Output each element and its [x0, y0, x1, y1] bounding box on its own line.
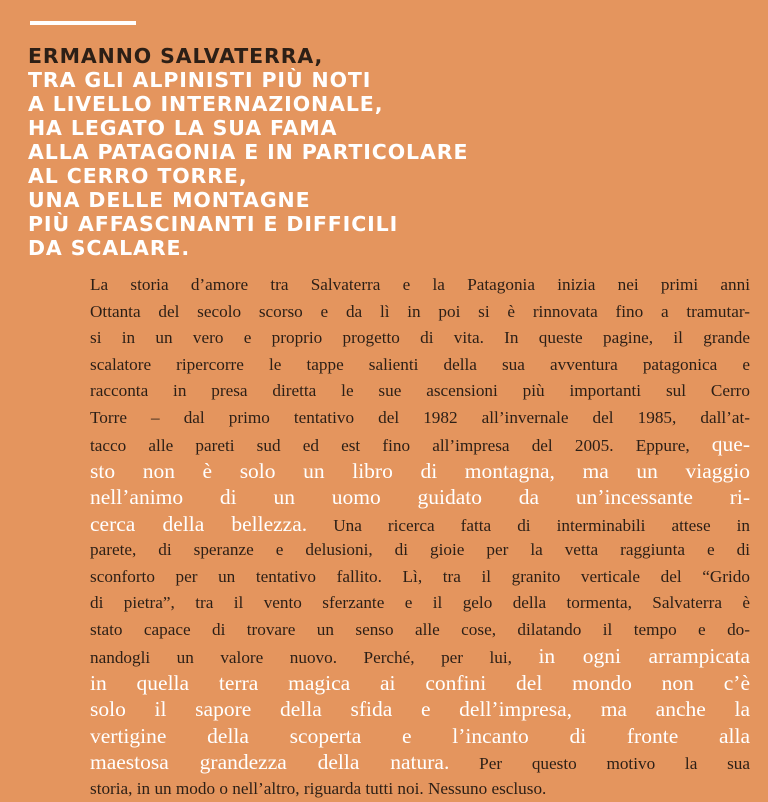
body-line: scalatore ripercorre le tappe salienti della sua avventura patagonica e: [90, 352, 750, 379]
highlight-text: que-: [712, 432, 750, 456]
headline-line: HA LEGATO LA SUA FAMA: [28, 116, 748, 140]
body-line: Torre – dal primo tentativo del 1982 all’invernale del 1985, dall’at-: [90, 405, 750, 432]
body-line: racconta in presa diretta le sue ascensioni più importanti sul Cerro: [90, 378, 750, 405]
highlight-text: maestosa grandezza della natura.: [90, 750, 449, 774]
body-text: Per questo motivo la sua: [479, 754, 750, 773]
body-line: stato capace di trovare un senso alle cose, dilatando il tempo e do-: [90, 617, 750, 644]
highlight-text: in ogni arrampicata: [538, 644, 750, 668]
headline-line: AL CERRO TORRE,: [28, 164, 748, 188]
body-text: Una ricerca fatta di interminabili attese in: [333, 516, 750, 535]
body-line: si in un vero e proprio progetto di vita. In queste pagine, il grande: [90, 325, 750, 352]
highlight-line: solo il sapore della sfida e dell’impresa, ma anche la: [90, 696, 750, 723]
highlight-text: cerca della bellezza.: [90, 512, 307, 536]
body-line: Ottanta del secolo scorso e da lì in poi si è rinnovata fino a tramutar-: [90, 299, 750, 326]
body-text: nandogli un valore nuovo. Perché, per lui,: [90, 648, 512, 667]
body-line: La storia d’amore tra Salvaterra e la Patagonia inizia nei primi anni: [90, 272, 750, 299]
headline-line: ERMANNO SALVATERRA,: [28, 44, 748, 68]
highlight-line: sto non è solo un libro di montagna, ma un viaggio: [90, 458, 750, 485]
headline-line: DA SCALARE.: [28, 236, 748, 260]
body-line: [90, 511, 750, 538]
headline-line: UNA DELLE MONTAGNE: [28, 188, 748, 212]
headline-line: PIÙ AFFASCINANTI E DIFFICILI: [28, 212, 748, 236]
highlight-line: in quella terra magica ai confini del mondo non c’è: [90, 670, 750, 697]
highlight-line: vertigine della scoperta e l’incanto di fronte alla: [90, 723, 750, 750]
body-line: parete, di speranze e delusioni, di gioie per la vetta raggiunta e di: [90, 537, 750, 564]
headline: [28, 44, 748, 260]
headline-line: ALLA PATAGONIA E IN PARTICOLARE: [28, 140, 748, 164]
body-line: di pietra”, tra il vento sferzante e il gelo della tormenta, Salvaterra è: [90, 590, 750, 617]
body-line: [90, 749, 750, 776]
body-line: [90, 643, 750, 670]
decorative-rule: [30, 21, 136, 25]
headline-line: A LIVELLO INTERNAZIONALE,: [28, 92, 748, 116]
body-paragraph: [90, 272, 750, 802]
headline-line: TRA GLI ALPINISTI PIÙ NOTI: [28, 68, 748, 92]
body-text: tacco alle pareti sud ed est fino all’impresa del 2005. Eppure,: [90, 436, 690, 455]
highlight-line: nell’animo di un uomo guidato da un’incessante ri-: [90, 484, 750, 511]
body-line: [90, 431, 750, 458]
body-line: storia, in un modo o nell’altro, riguarda tutti noi. Nessuno escluso.: [90, 776, 750, 802]
body-line: sconforto per un tentativo fallito. Lì, tra il granito verticale del “Grido: [90, 564, 750, 591]
